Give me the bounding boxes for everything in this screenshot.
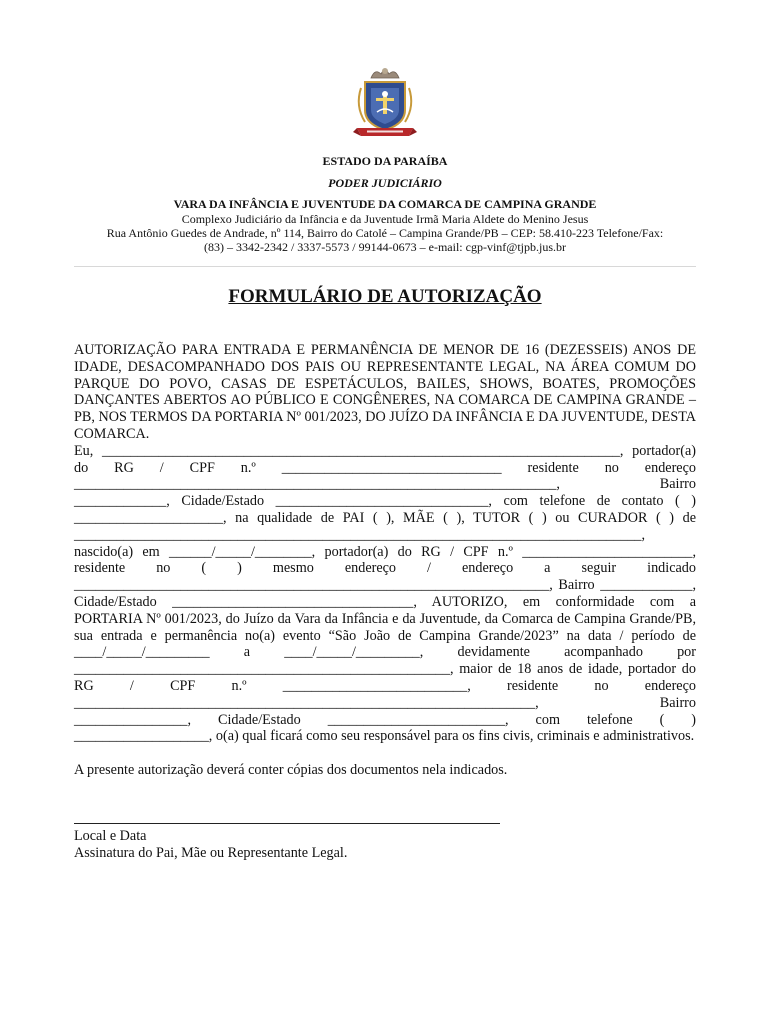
form-body xyxy=(74,342,696,779)
header-state: ESTADO DA PARAÍBA xyxy=(322,154,448,168)
header-address-line2: (83) – 3342-2342 / 3337-5573 / 99144-0673 – e-mail: cgp-vinf@tjpb.jus.br xyxy=(203,240,566,254)
header-address-line1: Rua Antônio Guedes de Andrade, nº 114, Bairro do Catolé – Campina Grande/PB – CEP: 58.410-223 Telefone/Fax: xyxy=(106,226,664,240)
authorization-paragraph: Eu, _________________________________________________________________________, portador(a) do RG / CPF n.º _______________________________ residente no endereço ____________________________________________________________________, Bairro _____________, Cidade/Estado ______________________________, com telefone de contato ( ) _____________________, na qualidade de PAI ( ), MÃE ( ), TUTOR ( ) ou CURADOR ( ) de ________________________________________________________________________________, nascido(a) em ______/_____/________, portador(a) do RG / CPF n.º ________________________, residente no ( ) mesmo endereço / endereço a seguir indicado ___________________________________________________________________, Bairro _____________, Cidade/Estado __________________________________, AUTORIZO, em conformidade com a PORTARIA Nº 001/2023, do Juízo da Vara da Infância e da Juventude, da Comarca de Campina Grande/PB, sua entrada e permanência no(a) evento “São João de Campina Grande/2023” na data / período de ____/_____/_________ a ____/_____/_________, devidamente acompanhado por _____________________________________________________, maior de 18 anos de idade, portador do RG / CPF n.º __________________________, residente no endereço _________________________________________________________________, Bairro ________________, Cidade/Estado _________________________, com telefone ( ) ___________________, o(a) qual ficará como seu responsável para os fins civis, criminais e administrativos. xyxy=(74,442,696,745)
place-date-label: Local e Data xyxy=(74,828,147,844)
signature-line xyxy=(74,823,500,824)
form-title: FORMULÁRIO DE AUTORIZAÇÃO xyxy=(228,286,542,307)
signature-label: Assinatura do Pai, Mãe ou Representante Legal. xyxy=(74,845,348,861)
paragraph-spacer xyxy=(74,745,696,762)
header-judicial-power: PODER JUDICIÁRIO xyxy=(328,176,442,190)
documents-note: A presente autorização deverá conter cópias dos documentos nela indicados. xyxy=(74,762,508,779)
intro-paragraph: AUTORIZAÇÃO PARA ENTRADA E PERMANÊNCIA DE MENOR DE 16 (DEZESSEIS) ANOS DE IDADE, DESACOMPANHADO DOS PAIS OU REPRESENTANTE LEGAL, NA ÁREA COMUM DO PARQUE DO POVO, CASAS DE ESPETÁCULOS, BAILES, SHOWS, BOATES, PROMOÇÕES DANÇANTES ABERTOS AO PÚBLICO E CONGÊNERES, NA COMARCA DE CAMPINA GRANDE – PB, NOS TERMOS DA PORTARIA Nº 001/2023, DO JUÍZO DA INFÂNCIA E DA JUVENTUDE, DESTA COMARCA. xyxy=(74,342,696,442)
header-divider xyxy=(74,266,696,267)
header-court-name: VARA DA INFÂNCIA E JUVENTUDE DA COMARCA DE CAMPINA GRANDE xyxy=(173,197,597,211)
coat-of-arms-icon xyxy=(351,66,419,140)
header-complex: Complexo Judiciário da Infância e da Juventude Irmã Maria Aldete do Menino Jesus xyxy=(181,212,589,226)
